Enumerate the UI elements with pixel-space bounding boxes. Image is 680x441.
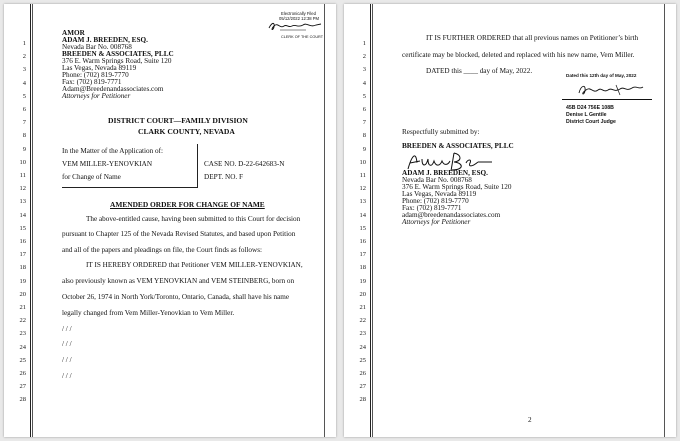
line-number: 21 — [359, 304, 366, 311]
fax: Fax: (702) 819-7771 — [62, 78, 122, 86]
line-number: 13 — [19, 198, 26, 206]
line-number: 20 — [359, 290, 366, 298]
line-number: 17 — [19, 251, 26, 259]
caption-matter: In the Matter of the Application of: — [62, 147, 163, 155]
document-page-2 — [344, 4, 676, 437]
line-number: 11 — [19, 172, 26, 179]
line-number: 4 — [22, 79, 26, 87]
line-number: 26 — [359, 370, 366, 377]
firm-name: BREEDEN & ASSOCIATES, PLLC — [62, 50, 174, 58]
court-name: DISTRICT COURT—FAMILY DIVISION — [108, 116, 248, 125]
submitted-attorney: ADAM J. BREEDEN, ESQ. — [402, 169, 488, 177]
submitted-address2: Las Vegas, Nevada 89119 — [402, 190, 477, 198]
line-number: 6 — [362, 106, 366, 113]
line-number: 18 — [19, 264, 26, 272]
line-number: 10 — [359, 158, 366, 166]
line-number: 7 — [22, 119, 26, 127]
submitted-email: adam@breedenandassociates.com — [402, 211, 501, 219]
filed-stamp-line1: Electronically Filed — [281, 11, 316, 16]
document-title: AMENDED ORDER FOR CHANGE OF NAME — [110, 200, 265, 209]
line-number: 9 — [362, 145, 366, 153]
line-number: 23 — [359, 330, 366, 338]
judge-name: Denise L Gentile — [566, 112, 607, 118]
line-number: 9 — [22, 145, 26, 153]
document-code: AMOR — [62, 29, 85, 37]
body-paragraph: The above-entitled cause, having been submitted to this Court for decision — [86, 215, 301, 223]
line-number: 15 — [19, 224, 26, 232]
body-paragraph: IT IS FURTHER ORDERED that all previous names on Petitioner’s birth — [426, 34, 639, 42]
line-number: 27 — [19, 383, 26, 391]
line-number: 4 — [362, 79, 366, 87]
line-number: 20 — [19, 290, 26, 298]
line-number: 17 — [359, 251, 366, 259]
submitted-label: Respectfully submitted by: — [402, 128, 480, 136]
line-number: 8 — [22, 132, 26, 140]
line-number: 12 — [19, 185, 26, 193]
line-number: 8 — [362, 132, 366, 140]
line-number: 12 — [359, 185, 366, 193]
line-number: 13 — [359, 198, 366, 206]
clerk-label: CLERK OF THE COURT — [281, 35, 324, 39]
margin-rule-right — [324, 4, 325, 437]
line-number: 1 — [362, 40, 366, 47]
line-number: 11 — [359, 172, 366, 179]
line-number: 16 — [359, 238, 366, 245]
body-paragraph: and all of the papers and pleadings on file, the Court finds as follows: — [62, 246, 263, 254]
continuation-slashes: / / / — [62, 356, 72, 364]
line-number: 14 — [19, 211, 26, 219]
margin-rule-right — [664, 4, 665, 437]
line-number: 3 — [362, 66, 366, 74]
line-number: 26 — [19, 370, 26, 377]
phone: Phone: (702) 819-7770 — [62, 71, 129, 79]
line-number: 6 — [22, 106, 26, 113]
caption-divider — [197, 144, 198, 188]
attorney-name: ADAM J. BREEDEN, ESQ. — [62, 36, 148, 44]
judge-dated: Dated this 12th day of May, 2022 — [566, 73, 637, 78]
line-number: 16 — [19, 238, 26, 245]
line-number: 28 — [19, 396, 26, 404]
line-number: 2 — [22, 53, 26, 61]
email: Adam@Breedenandassociates.com — [62, 85, 164, 93]
line-number: 24 — [359, 343, 366, 351]
line-number: 18 — [359, 264, 366, 272]
address-line1: 376 E. Warm Springs Road, Suite 120 — [62, 57, 172, 65]
body-paragraph: also previously known as VEM YENOVKIAN and VEM STEINBERG, born on — [62, 277, 295, 285]
line-number: 25 — [19, 356, 26, 364]
line-number: 28 — [359, 396, 366, 404]
caption-change: for Change of Name — [62, 173, 121, 181]
clerk-signature-icon — [266, 19, 324, 33]
bar-number: Nevada Bar No. 008768 — [62, 43, 132, 51]
line-number: 15 — [359, 224, 366, 232]
line-number: 19 — [19, 277, 26, 285]
case-number: CASE NO. D-22-642683-N — [204, 160, 285, 168]
line-number: 5 — [22, 92, 26, 100]
line-number: 22 — [359, 317, 366, 325]
line-number: 27 — [359, 383, 366, 391]
submitted-firm: BREEDEN & ASSOCIATES, PLLC — [402, 142, 514, 150]
submitted-phone: Phone: (702) 819-7770 — [402, 197, 469, 205]
judge-title: District Court Judge — [566, 119, 616, 125]
attorney-role: Attorneys for Petitioner — [62, 92, 131, 100]
page-number: 2 — [528, 416, 532, 424]
caption-petitioner: VEM MILLER-YENOVKIAN — [62, 160, 153, 168]
body-paragraph: pursuant to Chapter 125 of the Nevada Revised Statutes, and based upon Petition — [62, 230, 296, 238]
line-number: 21 — [19, 304, 26, 311]
body-paragraph: IT IS HEREBY ORDERED that Petitioner VEM MILLER-YENOVKIAN, — [86, 261, 303, 269]
continuation-slashes: / / / — [62, 372, 72, 380]
filed-stamp-line2: 05/12/2022 12:38 PM — [279, 16, 320, 21]
submitted-fax: Fax: (702) 819-7771 — [402, 204, 462, 212]
continuation-slashes: / / / — [62, 340, 72, 348]
judge-signature-line — [562, 99, 652, 100]
document-page-1 — [4, 4, 336, 437]
line-number: 5 — [362, 92, 366, 100]
margin-rule — [372, 4, 373, 437]
submitted-address1: 376 E. Warm Springs Road, Suite 120 — [402, 183, 512, 191]
line-number: 2 — [362, 53, 366, 61]
continuation-slashes: / / / — [62, 325, 72, 333]
submitted-role: Attorneys for Petitioner — [402, 218, 471, 226]
judge-code: 45B D24 756E 108B — [566, 105, 614, 111]
margin-rule — [32, 4, 33, 437]
line-number: 25 — [359, 356, 366, 364]
body-paragraph: legally changed from Vem Miller-Yenovkian to Vem Miller. — [62, 309, 235, 317]
department-number: DEPT. NO. F — [204, 173, 244, 181]
line-number: 22 — [19, 317, 26, 325]
line-number: 1 — [22, 40, 26, 47]
line-number: 10 — [19, 158, 26, 166]
judge-signature-icon — [576, 81, 646, 99]
dated-line: DATED this ____ day of May, 2022. — [426, 67, 533, 75]
line-number: 3 — [22, 66, 26, 74]
address-line2: Las Vegas, Nevada 89119 — [62, 64, 137, 72]
body-paragraph: certificate may be blocked, deleted and replaced with his new name, Vem Miller. — [402, 51, 635, 59]
margin-rule — [30, 4, 31, 437]
line-number: 19 — [359, 277, 366, 285]
caption-underline — [62, 187, 198, 188]
court-county: CLARK COUNTY, NEVADA — [138, 127, 235, 136]
submitted-bar: Nevada Bar No. 008768 — [402, 176, 472, 184]
line-number: 24 — [19, 343, 26, 351]
line-number: 23 — [19, 330, 26, 338]
margin-rule — [370, 4, 371, 437]
line-number: 14 — [359, 211, 366, 219]
line-number: 7 — [362, 119, 366, 127]
body-paragraph: October 26, 1974 in North York/Toronto, Ontario, Canada, shall have his name — [62, 293, 290, 301]
